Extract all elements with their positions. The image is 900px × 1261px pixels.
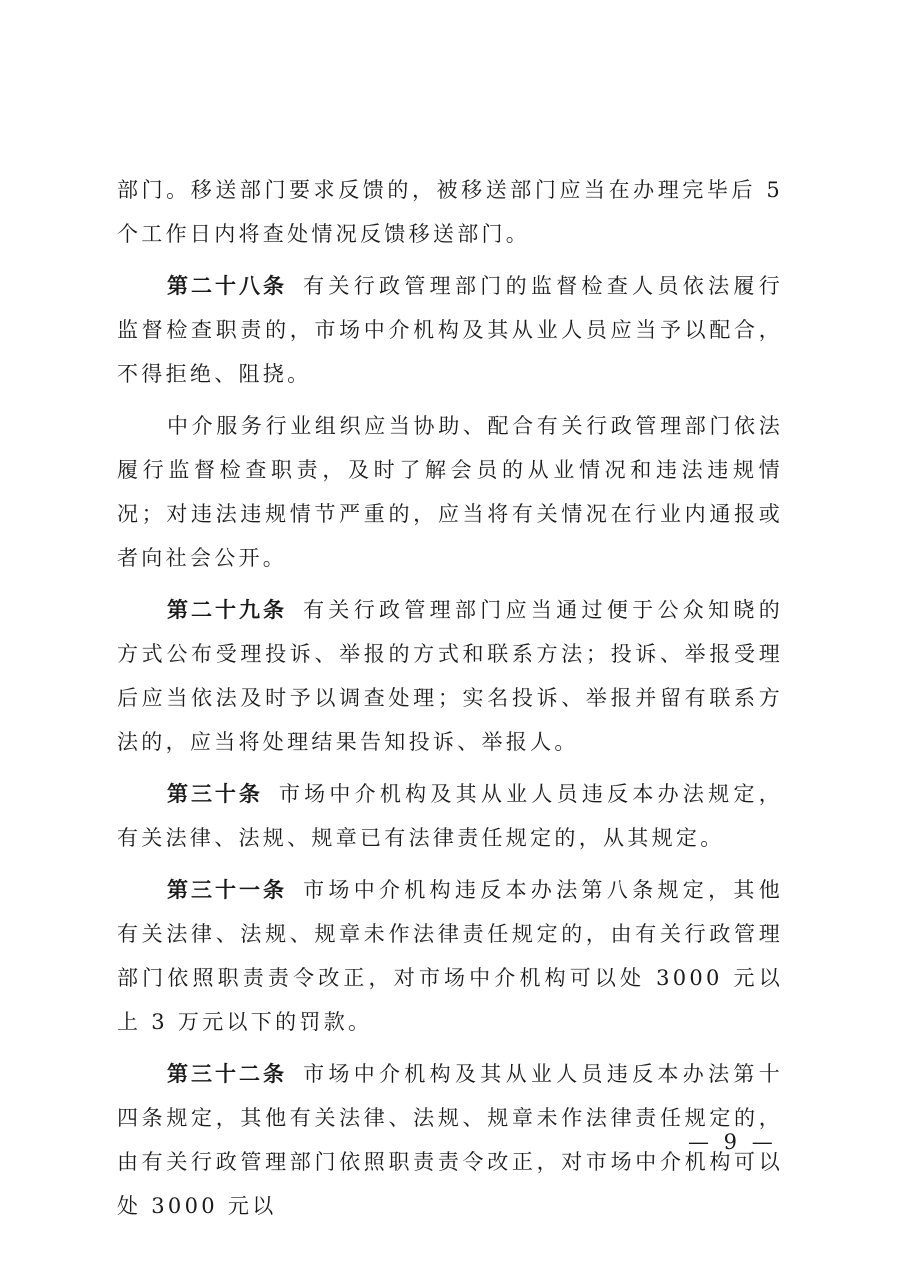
paragraph-text: 部门。移送部门要求反馈的，被移送部门应当在办理完毕后 5 个工作日内将查处情况反馈移送部门。 <box>117 178 783 246</box>
paragraph-0 <box>117 168 783 256</box>
paragraph-text: 有关行政管理部门应当通过便于公众知晓的方式公布受理投诉、举报的方式和联系方法；投诉、举报受理后应当依法及时予以调查处理；实名投诉、举报并留有联系方法的，应当将处理结果告知投诉、举报人。 <box>117 598 784 754</box>
article-heading: 第三十二条 <box>167 1061 288 1086</box>
document-body <box>117 168 783 1228</box>
paragraph-4 <box>117 772 783 860</box>
article-heading: 第三十条 <box>167 781 263 806</box>
article-heading: 第二十八条 <box>167 273 288 298</box>
paragraph-2 <box>117 404 783 580</box>
paragraph-5 <box>117 868 783 1044</box>
paragraph-3 <box>117 588 783 764</box>
paragraph-1 <box>117 264 783 396</box>
paragraph-text: 市场中介机构及其从业人员违反本办法第十四条规定，其他有关法律、法规、规章未作法律责任规定的，由有关行政管理部门依照职责责令改正，对市场中介机构可以处 3000 元以 <box>117 1062 784 1218</box>
paragraph-text: 有关行政管理部门的监督检查人员依法履行监督检查职责的，市场中介机构及其从业人员应当予以配合，不得拒绝、阻挠。 <box>117 274 784 386</box>
paragraph-text: 市场中介机构及其从业人员违反本办法规定，有关法律、法规、规章已有法律责任规定的，从其规定。 <box>117 782 783 850</box>
article-heading: 第三十一条 <box>167 877 288 902</box>
paragraph-text: 市场中介机构违反本办法第八条规定，其他有关法律、法规、规章未作法律责任规定的，由有关行政管理部门依照职责责令改正，对市场中介机构可以处 3000 元以上 3 万元以下的罚款。 <box>117 878 784 1034</box>
article-heading: 第二十九条 <box>167 597 288 622</box>
paragraph-6 <box>117 1052 783 1228</box>
page-number: — 9 — <box>688 1130 777 1154</box>
paragraph-text: 中介服务行业组织应当协助、配合有关行政管理部门依法履行监督检查职责，及时了解会员的从业情况和违法违规情况；对违法违规情节严重的，应当将有关情况在行业内通报或者向社会公开。 <box>117 414 783 570</box>
